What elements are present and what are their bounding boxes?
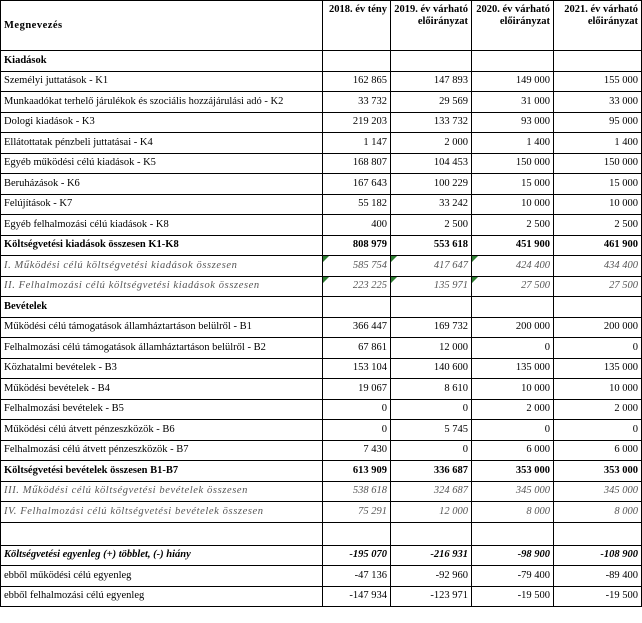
header-label: Megnevezés: [1, 1, 323, 51]
section-row: [1, 297, 642, 318]
value-cell: 33 000: [554, 92, 642, 113]
value-cell: [472, 297, 554, 318]
value-cell: 0: [323, 399, 391, 420]
value-cell: 345 000: [554, 481, 642, 502]
value-cell: 135 971: [391, 276, 472, 297]
value-cell: 2 500: [472, 215, 554, 236]
table-row: [1, 338, 642, 359]
value-cell: 345 000: [472, 481, 554, 502]
row-label: Költségvetési kiadások összesen K1-K8: [1, 235, 323, 256]
value-cell: [472, 51, 554, 72]
value-cell: 219 203: [323, 112, 391, 133]
value-cell: 67 861: [323, 338, 391, 359]
value-cell: 33 732: [323, 92, 391, 113]
value-cell: 0: [554, 420, 642, 441]
value-cell: 8 000: [554, 502, 642, 523]
row-label: Ellátottatak pénzbeli juttatásai - K4: [1, 133, 323, 154]
value-cell: 149 000: [472, 71, 554, 92]
value-cell: 366 447: [323, 317, 391, 338]
value-cell: 10 000: [554, 194, 642, 215]
table-row: [1, 481, 642, 502]
value-cell: -123 971: [391, 586, 472, 607]
value-cell: 0: [391, 399, 472, 420]
row-label: Közhatalmi bevételek - B3: [1, 358, 323, 379]
table-row: [1, 174, 642, 195]
value-cell: 169 732: [391, 317, 472, 338]
row-label: Költségvetési bevételek összesen B1-B7: [1, 461, 323, 482]
row-label: Működési célú támogatások államháztartáson belülről - B1: [1, 317, 323, 338]
value-cell: 27 500: [554, 276, 642, 297]
table-row: [1, 317, 642, 338]
row-label: Beruházások - K6: [1, 174, 323, 195]
value-cell: 553 618: [391, 235, 472, 256]
value-cell: 336 687: [391, 461, 472, 482]
row-label: IV. Felhalmozási célú költségvetési bevételek összesen: [1, 502, 323, 523]
row-label: Személyi juttatások - K1: [1, 71, 323, 92]
value-cell: 55 182: [323, 194, 391, 215]
value-cell: 424 400: [472, 256, 554, 277]
value-cell: 2 000: [472, 399, 554, 420]
value-cell: -89 400: [554, 566, 642, 587]
error-indicator-icon: [323, 256, 329, 262]
value-cell: 133 732: [391, 112, 472, 133]
value-cell: 150 000: [554, 153, 642, 174]
value-cell: 100 229: [391, 174, 472, 195]
value-cell: [554, 51, 642, 72]
row-label: [1, 522, 323, 545]
budget-table-body: [1, 1, 642, 607]
value-cell: 0: [472, 420, 554, 441]
value-cell: 95 000: [554, 112, 642, 133]
error-indicator-icon: [472, 256, 478, 262]
table-row: [1, 358, 642, 379]
value-cell: 8 610: [391, 379, 472, 400]
table-row: [1, 522, 642, 545]
value-cell: 5 745: [391, 420, 472, 441]
row-label: Felhalmozási bevételek - B5: [1, 399, 323, 420]
value-cell: 167 643: [323, 174, 391, 195]
value-cell: -195 070: [323, 545, 391, 566]
value-cell: 104 453: [391, 153, 472, 174]
value-cell: 33 242: [391, 194, 472, 215]
value-cell: 93 000: [472, 112, 554, 133]
value-cell: 1 400: [554, 133, 642, 154]
value-cell: 15 000: [472, 174, 554, 195]
value-cell: [472, 522, 554, 545]
value-cell: 353 000: [554, 461, 642, 482]
value-cell: 353 000: [472, 461, 554, 482]
table-row: [1, 112, 642, 133]
value-cell: 168 807: [323, 153, 391, 174]
header-2020: 2020. év várható előirányzat: [472, 1, 554, 51]
value-cell: 0: [554, 338, 642, 359]
value-cell: 0: [472, 338, 554, 359]
value-cell: -79 400: [472, 566, 554, 587]
value-cell: 75 291: [323, 502, 391, 523]
row-label: Működési bevételek - B4: [1, 379, 323, 400]
value-cell: 2 000: [391, 133, 472, 154]
value-cell: 135 000: [554, 358, 642, 379]
table-row: [1, 153, 642, 174]
row-label: ebből működési célú egyenleg: [1, 566, 323, 587]
value-cell: 400: [323, 215, 391, 236]
value-cell: 2 500: [554, 215, 642, 236]
header-2018: 2018. év tény: [323, 1, 391, 51]
table-row: [1, 440, 642, 461]
value-cell: 1 400: [472, 133, 554, 154]
table-row: [1, 71, 642, 92]
value-cell: 10 000: [472, 379, 554, 400]
value-cell: 2 500: [391, 215, 472, 236]
value-cell: 223 225: [323, 276, 391, 297]
value-cell: 417 647: [391, 256, 472, 277]
table-row: [1, 545, 642, 566]
value-cell: [554, 522, 642, 545]
value-cell: 19 067: [323, 379, 391, 400]
value-cell: 1 147: [323, 133, 391, 154]
value-cell: 0: [323, 420, 391, 441]
row-label: Felhalmozási célú támogatások államháztartáson belülről - B2: [1, 338, 323, 359]
table-row: [1, 461, 642, 482]
section-row: [1, 51, 642, 72]
row-label: I. Működési célú költségvetési kiadások összesen: [1, 256, 323, 277]
value-cell: 8 000: [472, 502, 554, 523]
error-indicator-icon: [391, 277, 397, 283]
value-cell: 135 000: [472, 358, 554, 379]
value-cell: 155 000: [554, 71, 642, 92]
row-label: ebből felhalmozási célú egyenleg: [1, 586, 323, 607]
value-cell: 6 000: [554, 440, 642, 461]
value-cell: -92 960: [391, 566, 472, 587]
value-cell: 434 400: [554, 256, 642, 277]
table-row: [1, 92, 642, 113]
row-label: Működési célú átvett pénzeszközök - B6: [1, 420, 323, 441]
value-cell: 7 430: [323, 440, 391, 461]
value-cell: 150 000: [472, 153, 554, 174]
value-cell: [323, 51, 391, 72]
value-cell: [391, 522, 472, 545]
table-row: [1, 399, 642, 420]
value-cell: 461 900: [554, 235, 642, 256]
table-row: [1, 235, 642, 256]
value-cell: 12 000: [391, 338, 472, 359]
value-cell: 0: [391, 440, 472, 461]
value-cell: -216 931: [391, 545, 472, 566]
table-row: [1, 256, 642, 277]
value-cell: 15 000: [554, 174, 642, 195]
value-cell: -19 500: [472, 586, 554, 607]
table-row: [1, 133, 642, 154]
table-row: [1, 586, 642, 607]
table-row: [1, 276, 642, 297]
table-row: [1, 566, 642, 587]
value-cell: 451 900: [472, 235, 554, 256]
value-cell: [323, 297, 391, 318]
value-cell: 808 979: [323, 235, 391, 256]
error-indicator-icon: [323, 277, 329, 283]
table-row: [1, 194, 642, 215]
value-cell: -47 136: [323, 566, 391, 587]
value-cell: 6 000: [472, 440, 554, 461]
value-cell: 538 618: [323, 481, 391, 502]
value-cell: 200 000: [554, 317, 642, 338]
value-cell: -108 900: [554, 545, 642, 566]
row-label: Felújítások - K7: [1, 194, 323, 215]
error-indicator-icon: [472, 277, 478, 283]
row-label: Egyéb felhalmozási célú kiadások - K8: [1, 215, 323, 236]
value-cell: 29 569: [391, 92, 472, 113]
value-cell: 153 104: [323, 358, 391, 379]
table-row: [1, 379, 642, 400]
row-label: Felhalmozási célú átvett pénzeszközök - B7: [1, 440, 323, 461]
value-cell: 585 754: [323, 256, 391, 277]
value-cell: 2 000: [554, 399, 642, 420]
value-cell: [391, 297, 472, 318]
table-row: [1, 420, 642, 441]
value-cell: [554, 297, 642, 318]
value-cell: 31 000: [472, 92, 554, 113]
value-cell: 162 865: [323, 71, 391, 92]
table-row: [1, 215, 642, 236]
value-cell: 10 000: [554, 379, 642, 400]
value-cell: -147 934: [323, 586, 391, 607]
header-2021: 2021. év várható előirányzat: [554, 1, 642, 51]
header-row: [1, 1, 642, 51]
value-cell: 12 000: [391, 502, 472, 523]
header-2019: 2019. év várható előirányzat: [391, 1, 472, 51]
value-cell: 10 000: [472, 194, 554, 215]
value-cell: [323, 522, 391, 545]
value-cell: 200 000: [472, 317, 554, 338]
value-cell: 27 500: [472, 276, 554, 297]
error-indicator-icon: [391, 256, 397, 262]
row-label: Egyéb működési célú kiadások - K5: [1, 153, 323, 174]
row-label: II. Felhalmozási célú költségvetési kiadások összesen: [1, 276, 323, 297]
row-label: Költségvetési egyenleg (+) többlet, (-) hiány: [1, 545, 323, 566]
row-label: Bevételek: [1, 297, 323, 318]
row-label: III. Működési célú költségvetési bevételek összesen: [1, 481, 323, 502]
value-cell: [391, 51, 472, 72]
value-cell: -19 500: [554, 586, 642, 607]
value-cell: 140 600: [391, 358, 472, 379]
value-cell: 147 893: [391, 71, 472, 92]
row-label: Dologi kiadások - K3: [1, 112, 323, 133]
table-row: [1, 502, 642, 523]
value-cell: -98 900: [472, 545, 554, 566]
row-label: Kiadások: [1, 51, 323, 72]
value-cell: 324 687: [391, 481, 472, 502]
row-label: Munkaadókat terhelő járulékok és szociális hozzájárulási adó - K2: [1, 92, 323, 113]
value-cell: 613 909: [323, 461, 391, 482]
